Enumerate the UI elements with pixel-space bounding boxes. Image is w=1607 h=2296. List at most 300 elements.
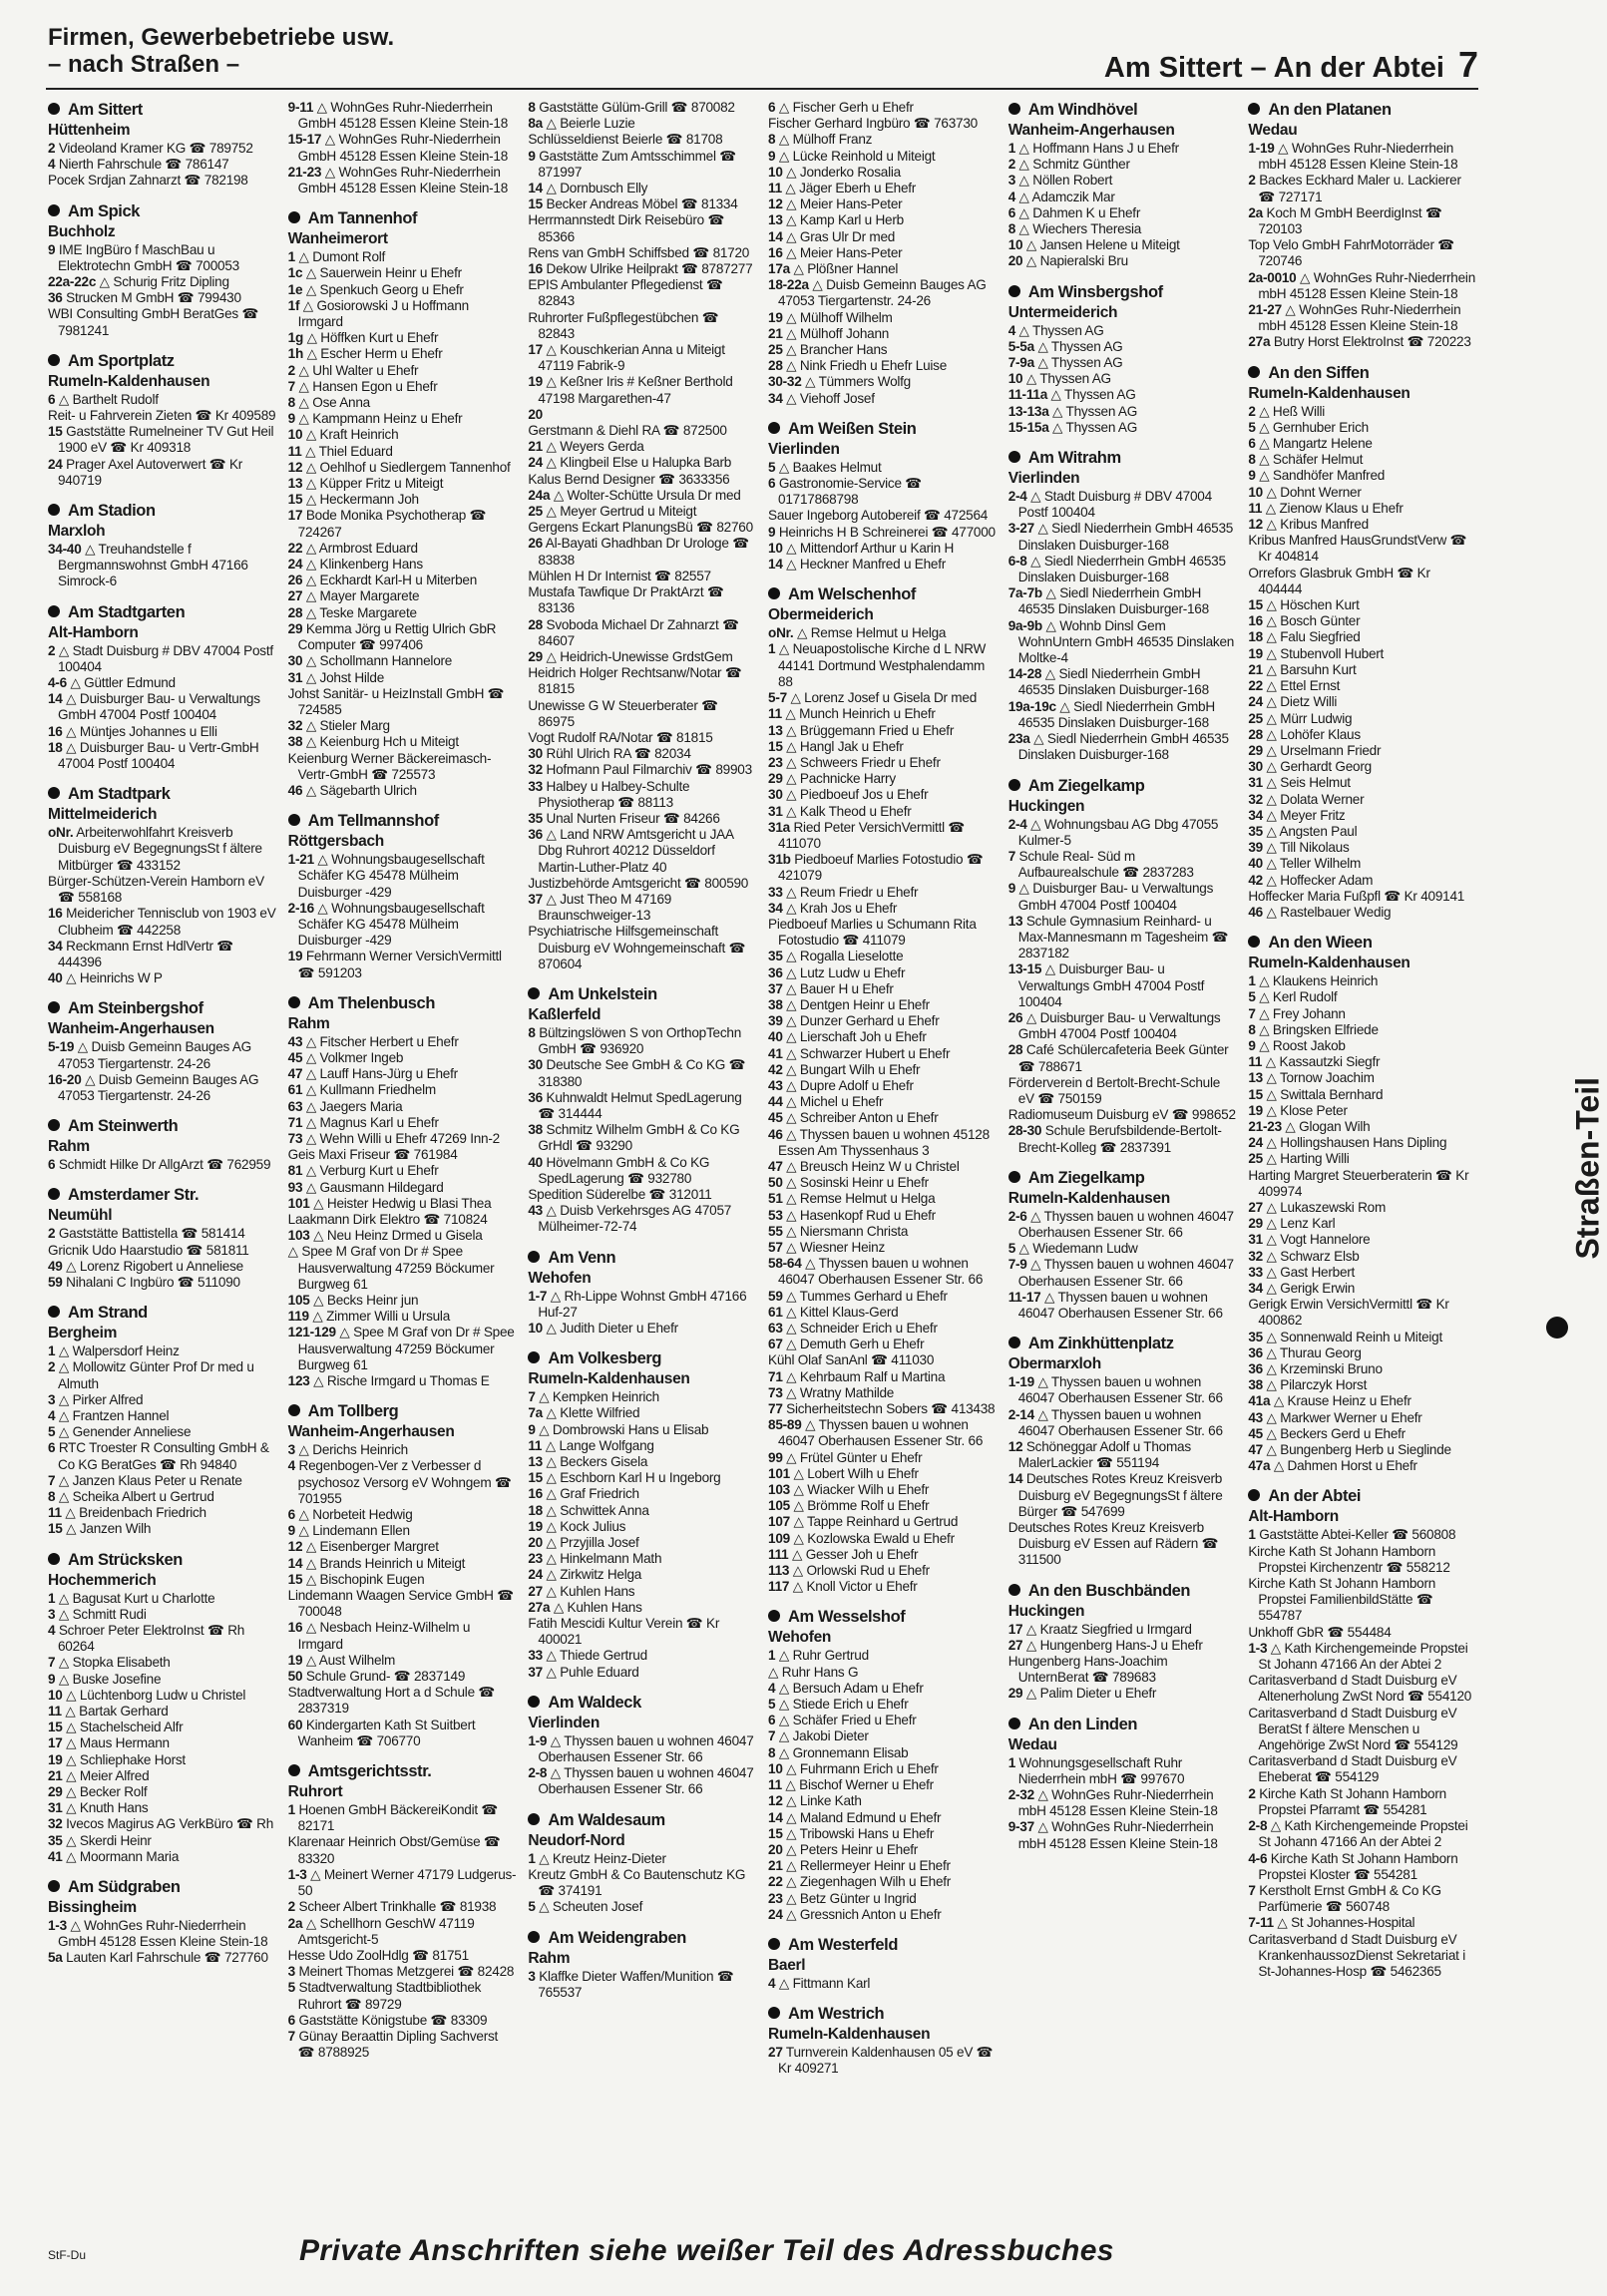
house-number: 35 (1248, 1329, 1263, 1344)
house-number: 1 (768, 1648, 776, 1664)
entry-text: △ Krah Jos u Ehefr (786, 900, 898, 916)
house-number: 46 (1248, 904, 1263, 920)
directory-entry (768, 1874, 997, 1890)
entry-text: △ Puhle Eduard (546, 1664, 639, 1680)
directory-entry (768, 1842, 997, 1858)
house-number: 36 (768, 964, 783, 980)
entry-text: △ WohnGes Ruhr-Niederrhein GmbH 45128 Essen Kleine Stein-18 (297, 100, 509, 132)
directory-entry (768, 1078, 997, 1094)
directory-entry (768, 476, 997, 508)
house-number: 23 (768, 754, 783, 770)
street-heading (48, 1303, 276, 1324)
page-number: 7 (1457, 44, 1478, 85)
house-number: 19 (287, 949, 303, 964)
entry-text: △ Thyssen bauen u wohnen 46047 Oberhausen Essener Str. 66 (1017, 1208, 1234, 1240)
district-name: Bergheim (48, 1325, 118, 1342)
house-number: 13 (1248, 1070, 1263, 1086)
entry-text: △ Brands Heinrich u Miteigt (305, 1555, 466, 1571)
street-heading (768, 2004, 997, 2025)
street-heading (1008, 100, 1237, 121)
entry-text: △ Höschen Kurt (1266, 597, 1360, 613)
house-number: 11 (768, 181, 782, 196)
entry-text: △ Oehlhof u Siedlergem Tannenhof (305, 459, 511, 475)
directory-entry (768, 460, 997, 476)
entry-text: △ WohnGes Ruhr-Niederrhein mbH 45128 Essen Kleine Stein-18 (1017, 1787, 1218, 1819)
directory-entry (1008, 1755, 1237, 1787)
house-number: 1f (287, 297, 300, 313)
house-number: 1-9 (528, 1732, 548, 1748)
house-number: 24 (48, 456, 63, 472)
directory-entry (1248, 1442, 1476, 1458)
house-number: 9-11 (287, 100, 314, 115)
directory-entry (528, 584, 756, 616)
directory-entry (1248, 420, 1476, 436)
house-number: 40 (48, 970, 63, 986)
entry-text: △ Neuapostolische Kirche d L NRW 44141 Dortmund Westphalendamm 88 (778, 641, 987, 689)
entry-text: △ Sägebarth Ulrich (305, 782, 417, 798)
entry-text: △ Fischer Gerh u Ehefr (778, 100, 914, 115)
bullet-icon (528, 987, 540, 999)
directory-entry (768, 1697, 997, 1713)
house-number: 31 (48, 1800, 63, 1816)
house-number: 9 (48, 241, 56, 257)
entry-text: Arbeiterwohlfahrt Kreisverb Duisburg eV BegegnungsSt f ältere Mitbürger ☎ 433152 (58, 825, 262, 873)
street-section (1008, 1334, 1237, 1568)
house-number: 22 (287, 540, 303, 556)
entry-text: △ Schurig Fritz Dipling (99, 274, 229, 290)
entry-text: Caritasverband d Stadt Duisburg eV Eheberat ☎ 554129 (1248, 1753, 1457, 1785)
entry-text: Förderverein d Bertolt-Brecht-Schule eV ☎ 750159 (1007, 1074, 1221, 1106)
directory-entry (288, 1309, 517, 1325)
directory-entry (288, 751, 517, 783)
house-number: 8 (1007, 221, 1015, 237)
directory-entry (768, 1029, 997, 1045)
street-name: Am Westrich (788, 2005, 885, 2024)
directory-entry (768, 1240, 997, 1256)
entry-text: Wohnungsgesellschaft Ruhr Niederrhein mbH ☎ 997670 (1017, 1754, 1185, 1786)
entry-text: △ Escher Herm u Ehefr (306, 346, 443, 362)
entry-text: WBI Consulting GmbH BeratGes ☎ 7981241 (48, 306, 259, 338)
directory-entry (768, 196, 997, 212)
entry-text: △ Frütel Günter u Ehefr (786, 1449, 923, 1465)
directory-entry (48, 906, 276, 938)
street-heading (1008, 448, 1237, 469)
entry-text: Kreutz GmbH & Co Bautenschutz KG ☎ 374191 (528, 1866, 746, 1899)
house-number: 47 (768, 1158, 783, 1174)
directory-entry (528, 1321, 756, 1337)
directory-entry (528, 1733, 756, 1765)
house-number: 25 (768, 342, 783, 358)
entry-text: △ Thyssen bauen u wohnen 46047 Oberhausen Essener Str. 66 (1017, 1374, 1223, 1406)
house-number: 15 (528, 1470, 543, 1486)
directory-entry (288, 949, 517, 980)
street-heading (528, 1693, 756, 1714)
directory-entry (1008, 173, 1237, 189)
directory-entry (48, 542, 276, 590)
directory-entry (768, 1547, 997, 1563)
directory-entry (1008, 1686, 1237, 1702)
entry-text: Radiomuseum Duisburg eV ☎ 998652 (1007, 1107, 1236, 1123)
house-number: 27 (1248, 1199, 1263, 1215)
directory-entry (1248, 1377, 1476, 1393)
entry-text: △ Stadt Duisburg # DBV 47004 Postf 100404 (58, 642, 273, 674)
house-number: 59 (48, 1274, 63, 1290)
entry-text: RTC Troester R Consulting GmbH & Co KG BeratGes ☎ Rh 94840 (58, 1440, 269, 1472)
entry-text: Halbey u Halbey-Schulte Physiotherap ☎ 88113 (538, 778, 690, 810)
directory-entry (768, 1305, 997, 1321)
entry-text: △ Meier Hans-Peter (786, 196, 903, 212)
entry-text: △ Wiacker Wilh u Ehefr (793, 1482, 930, 1498)
entry-text: △ Lenz Karl (1266, 1216, 1336, 1232)
entry-text: Schule Gymnasium Reinhard- u Max-Mannesmann m Tagesheim ☎ 2837182 (1017, 913, 1229, 961)
directory-entry (528, 827, 756, 876)
directory-entry (288, 1523, 517, 1539)
house-number: 9-37 (1007, 1819, 1034, 1835)
house-number: 7 (48, 1655, 56, 1671)
entry-text: △ Thyssen AG (1050, 387, 1136, 403)
footer-note: Private Anschriften siehe weißer Teil des Adressbuches (299, 2234, 1114, 2267)
entry-text: △ Kath Kirchengemeinde Propstei St Johann 47166 An der Abtei 2 (1258, 1818, 1468, 1850)
directory-entry (768, 1127, 997, 1159)
entry-text: △ Roost Jakob (1259, 1037, 1346, 1053)
house-number: 20 (528, 1535, 543, 1551)
entry-text: △ Teller Wilhelm (1266, 856, 1362, 872)
directory-column (1248, 100, 1476, 2224)
house-number: 103 (768, 1482, 790, 1498)
house-number: 4-6 (48, 675, 67, 691)
street-section (288, 993, 517, 1389)
street-heading (1248, 100, 1476, 121)
directory-entry (288, 492, 517, 508)
entry-text: △ Lobert Wilh u Ehefr (793, 1465, 919, 1481)
entry-text: △ Judith Dieter u Ehefr (546, 1321, 678, 1337)
house-number: 10 (528, 1321, 543, 1337)
directory-entry (288, 557, 517, 573)
entry-text: △ Eckhardt Karl-H u Miterben (305, 573, 478, 588)
district-name: Rahm (287, 1014, 330, 1032)
directory-entry (1248, 173, 1476, 204)
directory-entry (1008, 1439, 1237, 1471)
bullet-icon (528, 1696, 540, 1708)
entry-text: △ Seis Helmut (1266, 775, 1351, 791)
street-section (1248, 933, 1476, 1474)
entry-text: △ Becker Rolf (66, 1784, 148, 1800)
entry-text: △ Falu Siegfried (1266, 629, 1361, 645)
entry-text: △ St Johannes-Hospital (1277, 1915, 1415, 1931)
entry-text: △ Brüggemann Fried u Ehefr (786, 722, 955, 738)
entry-text: △ Duisburger Bau- u Verwaltungs GmbH 47004 Postf 100404 (1017, 881, 1214, 913)
entry-text: Al-Bayati Ghadhban Dr Urologe ☎ 83838 (538, 536, 749, 568)
house-number: 8 (287, 395, 295, 411)
directory-entry (288, 346, 517, 362)
entry-text: △ Gras Ulr Dr med (786, 228, 896, 244)
entry-text: △ Fuhrmann Erich u Ehefr (786, 1760, 939, 1776)
directory-entry (1248, 1458, 1476, 1474)
house-number: 29 (768, 771, 783, 787)
street-name: Amsterdamer Str. (68, 1186, 200, 1205)
entry-text: Klarenaar Heinrich Obst/Gemüse ☎ 83320 (287, 1834, 501, 1866)
entry-text: △ Dupre Adolf u Ehefr (786, 1077, 914, 1093)
entry-text: Stadtverwaltung Hort a d Schule ☎ 2837319 (287, 1685, 496, 1717)
house-number: 107 (768, 1514, 790, 1530)
street-heading (48, 351, 276, 372)
street-section (48, 602, 276, 773)
entry-text: △ Heinrichs W P (66, 970, 163, 986)
house-number: 19 (768, 309, 783, 325)
street-section (528, 1693, 756, 1798)
house-number: 15 (528, 196, 543, 212)
house-number: 2 (48, 1359, 56, 1375)
house-number: 1-19 (1248, 141, 1275, 156)
house-number: 18 (48, 739, 63, 755)
entry-text: △ Thyssen bauen u wohnen 46047 Oberhausen Essener Str. 66 (538, 1732, 754, 1765)
entry-text: △ Hangl Jak u Ehefr (786, 738, 904, 754)
house-number: 9 (528, 148, 536, 164)
house-number: 1 (1007, 141, 1015, 156)
directory-entry (1248, 1054, 1476, 1070)
directory-entry (288, 132, 517, 164)
bullet-icon (48, 1880, 60, 1892)
street-section (768, 100, 997, 407)
entry-text: △ Wohnungsbaugesellschaft Schäfer KG 45478 Mülheim Duisburger -429 (297, 900, 485, 949)
house-number: 16 (768, 244, 783, 260)
house-number: 36 (1248, 1361, 1263, 1377)
house-number: 117 (768, 1579, 790, 1595)
directory-entry (1248, 533, 1476, 565)
entry-text: △ Wratny Mathilde (786, 1384, 895, 1400)
street-name: Am Thelenbusch (307, 993, 436, 1012)
entry-text: △ Gerigk Erwin (1266, 1281, 1356, 1296)
directory-entry (768, 391, 997, 407)
directory-entry (1008, 585, 1237, 617)
directory-entry (1008, 666, 1237, 698)
entry-text: Keienburg Werner Bäckereimasch-Vertr-GmbH ☎ 725573 (287, 750, 492, 782)
directory-entry (768, 310, 997, 326)
directory-entry (528, 1899, 756, 1915)
house-number: 12 (1248, 517, 1263, 533)
directory-entry (1248, 1135, 1476, 1151)
directory-column (288, 100, 517, 2224)
directory-entry (288, 1588, 517, 1620)
street-heading (48, 1877, 276, 1898)
entry-text: Unewisse G W Steuerberater ☎ 86975 (528, 697, 718, 729)
entry-text: △ Heckner Manfred u Ehefr (786, 557, 947, 573)
directory-entry (768, 1482, 997, 1498)
street-heading (1248, 363, 1476, 384)
directory-entry (528, 1438, 756, 1454)
directory-entry (1248, 1232, 1476, 1248)
house-number: 34-40 (48, 542, 82, 558)
entry-text: Justizbehörde Amtsgericht ☎ 800590 (528, 875, 749, 891)
entry-text: △ Güttler Edmund (70, 675, 176, 691)
directory-entry (288, 1685, 517, 1717)
entry-text: △ Duisb Gemeinn Bauges AG 47053 Tiergartenstr. 24-26 (778, 277, 987, 309)
directory-entry (1248, 1818, 1476, 1850)
directory-entry (768, 1793, 997, 1809)
directory-entry (1008, 237, 1237, 253)
house-number: 6-8 (1007, 553, 1027, 569)
directory-entry (768, 2045, 997, 2077)
directory-entry (1248, 1641, 1476, 1673)
house-number: 21 (768, 325, 783, 341)
entry-text: △ Fitscher Herbert u Ehefr (305, 1033, 459, 1049)
entry-text: △ Bartak Gerhard (65, 1704, 169, 1719)
street-name: Am Steinbergshof (68, 999, 203, 1018)
entry-text: △ Wiesner Heinz (786, 1240, 886, 1255)
house-number: 6 (48, 391, 56, 407)
entry-text: △ Lierschaft Joh u Ehefr (786, 1029, 927, 1045)
directory-entry (1248, 743, 1476, 759)
entry-text: △ Fittmann Karl (778, 1975, 871, 1991)
entry-text: △ Duisb Gemeinn Bauges AG 47053 Tiergartenstr. 24-26 (58, 1039, 251, 1071)
entry-text: △ Lindemann Ellen (298, 1523, 410, 1539)
entry-text: △ Heckermann Joh (305, 492, 419, 508)
directory-entry (528, 407, 756, 423)
entry-text: △ Klose Peter (1266, 1102, 1348, 1118)
house-number: 24 (768, 1906, 783, 1922)
entry-text: △ Schwarzer Hubert u Ehefr (786, 1045, 951, 1061)
house-number: 4 (1007, 189, 1015, 204)
entry-text: △ Bischof Werner u Ehefr (785, 1777, 934, 1793)
entry-text: Lauten Karl Fahrschule ☎ 727760 (66, 1950, 268, 1966)
entry-text: Café Schülercafeteria Beek Günter ☎ 788671 (1017, 1042, 1229, 1074)
entry-text: △ WohnGes Ruhr-Niederrhein GmbH 45128 Essen Kleine Stein-18 (297, 132, 509, 164)
directory-entry (288, 330, 517, 346)
directory-entry (1248, 1915, 1476, 1931)
directory-entry (288, 588, 517, 604)
house-number: 4 (48, 157, 56, 173)
entry-text: Bürger-Schützen-Verein Hamborn eV ☎ 558168 (48, 873, 264, 906)
entry-text: △ Mittendorf Arthur u Karin H (786, 540, 955, 556)
entry-text: Ivecos Magirus AG VerkBüro ☎ Rh (66, 1816, 274, 1832)
district-name: Wedau (1248, 122, 1298, 139)
directory-entry (1248, 1151, 1476, 1167)
directory-entry (288, 508, 517, 540)
house-number: 5 (1248, 989, 1256, 1005)
entry-text: △ Schäfer Fried u Ehefr (778, 1713, 917, 1728)
entry-text: △ Brömme Rolf u Ehefr (793, 1498, 930, 1514)
directory-entry (288, 2013, 517, 2029)
house-number: 21 (768, 1858, 783, 1874)
directory-entry (288, 1899, 517, 1915)
entry-text: △ Höffken Kurt u Ehefr (306, 330, 439, 346)
directory-entry (1248, 1345, 1476, 1361)
house-number: 21 (1248, 661, 1263, 677)
street-name: Am Strücksken (68, 1550, 183, 1569)
directory-entry (288, 1212, 517, 1228)
entry-text: Kemma Jörg u Rettig Ulrich GbR Computer ☎ 997406 (297, 620, 497, 653)
entry-text: △ WohnGes Ruhr-Niederrhein mbH 45128 Essen Kleine Stein-18 (1258, 302, 1461, 334)
directory-entry (1248, 1216, 1476, 1232)
entry-text: Vogt Rudolf RA/Notar ☎ 81815 (528, 729, 713, 745)
bullet-icon (528, 1813, 540, 1825)
directory-entry (48, 970, 276, 986)
entry-text: △ Rastelbauer Wedig (1266, 904, 1392, 920)
directory-entry (528, 504, 756, 520)
district-name: Rumeln-Kaldenhausen (1248, 384, 1410, 402)
house-number: 10 (1248, 484, 1263, 500)
directory-entry (288, 1099, 517, 1115)
directory-entry (768, 1224, 997, 1240)
directory-entry (288, 1228, 517, 1244)
directory-entry (768, 1175, 997, 1191)
house-number: 105 (768, 1498, 790, 1514)
entry-text: Top Velo GmbH FahrMotorräder ☎ 720746 (1248, 237, 1454, 269)
house-number: 42 (1248, 872, 1263, 888)
entry-text: △ Kath Kirchengemeinde Propstei St Johann 47166 An der Abtei 2 (1258, 1640, 1468, 1673)
directory-entry (1248, 973, 1476, 989)
directory-entry (48, 306, 276, 338)
entry-text: Günay Beraattin Dipling Sachverst ☎ 8788925 (297, 2028, 499, 2061)
directory-entry (48, 1343, 276, 1359)
street-section (1248, 100, 1476, 351)
directory-entry (528, 1551, 756, 1567)
directory-entry (768, 165, 997, 181)
house-number: 40 (1248, 856, 1263, 872)
street-section (1248, 1486, 1476, 1980)
entry-text: △ Spenkuch Georg u Ehefr (305, 281, 464, 297)
directory-entry (288, 1916, 517, 1948)
entry-text: △ Tribowski Hans u Ehefr (786, 1825, 935, 1841)
entry-text: △ Lüchtenborg Ludw u Christel (66, 1687, 246, 1703)
entry-text: △ Stadt Duisburg # DBV 47004 Postf 100404 (1017, 489, 1212, 521)
directory-columns (48, 100, 1476, 2224)
bullet-icon (288, 996, 300, 1008)
bullet-icon (48, 1306, 60, 1318)
street-name: Am Welschenhof (788, 585, 916, 604)
entry-text: △ Zirkwitz Helga (546, 1567, 642, 1583)
bullet-icon (1008, 103, 1020, 115)
directory-entry (528, 617, 756, 649)
entry-text: △ Duisb Gemeinn Bauges AG 47053 Tiergartenstr. 24-26 (58, 1071, 259, 1103)
house-number: 15 (48, 424, 63, 440)
directory-entry (768, 965, 997, 981)
entry-text: Fehrmann Werner VersichVermittl ☎ 591203 (297, 949, 502, 980)
house-number: 19 (1248, 645, 1263, 661)
bullet-icon (48, 354, 60, 366)
district-name: Alt-Hamborn (48, 623, 139, 641)
entry-text: △ Kock Julius (546, 1518, 626, 1534)
entry-text: △ Mülhoff Wilhelm (786, 309, 893, 325)
house-number: 7 (1248, 1882, 1256, 1898)
house-number: 9 (48, 1671, 56, 1687)
directory-entry (288, 653, 517, 669)
house-number: 14-28 (1007, 666, 1042, 682)
directory-entry (768, 1498, 997, 1514)
entry-text: △ Hoffecker Adam (1266, 872, 1374, 888)
house-number: 2 (287, 362, 295, 378)
house-number: 3 (528, 1968, 536, 1984)
house-number: 35 (768, 949, 783, 964)
entry-text: Schule Grund- ☎ 2837149 (305, 1669, 466, 1685)
street-name: Am Winsbergshof (1027, 282, 1163, 301)
entry-text: Nierth Fahrschule ☎ 786147 (58, 157, 229, 173)
house-number: 111 (768, 1546, 789, 1562)
house-number: 31 (1248, 1232, 1263, 1248)
directory-entry (768, 1094, 997, 1110)
entry-text: △ Remse Helmut u Helga (786, 1191, 936, 1207)
entry-text: △ Beierle Luzie (546, 116, 635, 132)
house-number: 32 (48, 1816, 63, 1832)
house-number: 9 (1007, 881, 1015, 897)
directory-entry (528, 1519, 756, 1535)
directory-entry (288, 1507, 517, 1523)
directory-entry (288, 1620, 517, 1652)
entry-text: △ WohnGes Ruhr-Niederrhein GmbH 45128 Essen Kleine Stein-18 (297, 164, 509, 196)
directory-entry (528, 1203, 756, 1235)
directory-entry (288, 1325, 517, 1373)
house-number: 23 (768, 1890, 783, 1906)
